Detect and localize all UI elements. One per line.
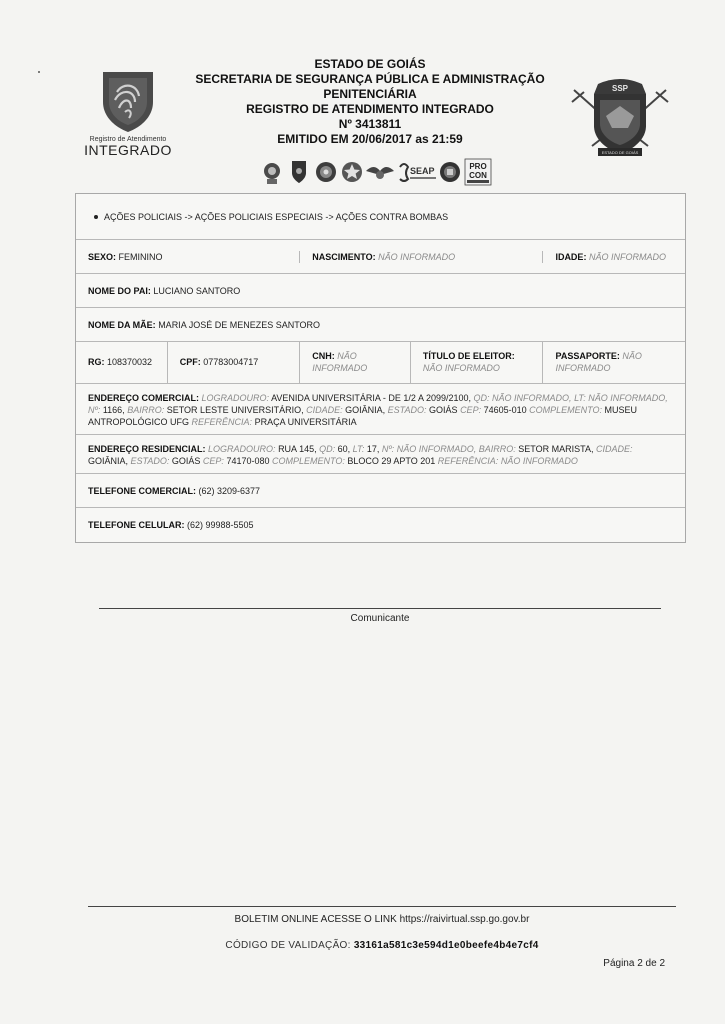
- mother-label: NOME DA MÃE:: [88, 319, 156, 330]
- mobile-phone-label: TELEFONE CELULAR:: [88, 520, 185, 530]
- cpf-cell: [168, 342, 301, 383]
- bullet-icon: [94, 215, 98, 219]
- mother-row: [76, 308, 685, 342]
- category-path: AÇÕES POLICIAIS -> AÇÕES POLICIAIS ESPECIAIS -> AÇÕES CONTRA BOMBAS: [104, 211, 449, 222]
- nascimento-cell: [300, 251, 543, 263]
- mother-value: MARIA JOSÉ DE MENEZES SANTORO: [158, 319, 321, 330]
- sexo-value: FEMININO: [118, 251, 163, 262]
- commercial-complement: MUSEU ANTROPOLÓGICO UFG: [88, 405, 638, 427]
- residential-state: GOIÁS: [171, 456, 201, 466]
- header-state: ESTADO DE GOIÁS: [314, 57, 426, 71]
- commercial-phone-row: [76, 474, 685, 508]
- policia-militar-badge-icon: [292, 161, 306, 183]
- validation-label: CÓDIGO DE VALIDAÇÃO:: [225, 940, 351, 951]
- cnh-value: NÃO INFORMADO: [312, 351, 368, 373]
- cpf-label: CPF:: [179, 357, 201, 367]
- field-key: BAIRRO:: [478, 444, 516, 454]
- nascimento-label: NASCIMENTO:: [312, 251, 376, 262]
- field-key: REFERÊNCIA:: [191, 417, 253, 427]
- residential-number: NÃO INFORMADO,: [396, 444, 477, 454]
- field-key: ESTADO:: [387, 405, 427, 415]
- commercial-cep: 74605-010: [483, 405, 527, 415]
- signature-label: Comunicante: [350, 613, 410, 624]
- wings-badge-icon: [366, 167, 394, 179]
- procon-text-bottom: CON: [469, 171, 487, 180]
- header-secretariat-cont: PENITENCIÁRIA: [323, 87, 417, 101]
- commercial-city: GOIÂNIA,: [345, 405, 386, 415]
- titulo-cell: [411, 342, 544, 383]
- residential-address-row: [76, 435, 685, 474]
- residential-street: RUA 145,: [278, 444, 317, 454]
- commercial-phone-label: TELEFONE COMERCIAL:: [88, 485, 196, 496]
- cpf-value: 07783004717: [203, 357, 259, 367]
- validation-code-line: [88, 940, 676, 951]
- commercial-address-row: [76, 384, 685, 435]
- field-key: LT:: [352, 444, 365, 454]
- residential-city: GOIÂNIA,: [88, 456, 129, 466]
- mobile-phone-value: (62) 99988-5505: [187, 520, 254, 530]
- sexo-label: SEXO:: [88, 251, 117, 262]
- procon-logo-icon: [465, 159, 491, 185]
- demographics-row: [76, 240, 685, 274]
- field-key: BAIRRO:: [127, 405, 165, 415]
- rai-shield-icon: [99, 68, 157, 134]
- commercial-number: 1166,: [102, 405, 125, 415]
- field-key: Nº:: [381, 444, 395, 454]
- residential-reference: NÃO INFORMADO: [500, 456, 578, 466]
- commercial-qd: NÃO INFORMADO,: [492, 393, 572, 403]
- commercial-state: GOIÁS: [429, 405, 458, 415]
- residential-lt: 17,: [366, 444, 380, 454]
- ssp-crest-icon: [570, 72, 670, 167]
- signature-line: [99, 608, 661, 609]
- passaporte-cell: [543, 342, 685, 383]
- header-registry-number: Nº 3413811: [338, 117, 402, 131]
- online-link-text: BOLETIM ONLINE ACESSE O LINK https://raivirtual.ssp.go.gov.br: [234, 914, 530, 925]
- field-key: ESTADO:: [130, 456, 170, 466]
- field-key: CIDADE:: [595, 444, 633, 454]
- emblem-badge-icon: [440, 162, 460, 182]
- father-row: [76, 274, 685, 308]
- header-title-block: [180, 57, 560, 147]
- cnh-label: CNH:: [312, 351, 335, 361]
- idade-cell: [543, 251, 685, 263]
- commercial-lt: NÃO INFORMADO,: [588, 393, 668, 403]
- field-key: Nº:: [88, 405, 101, 415]
- father-label: NOME DO PAI:: [88, 285, 151, 296]
- residential-district: SETOR MARISTA,: [518, 444, 594, 454]
- commercial-street: AVENIDA UNIVERSITÁRIA - DE 1/2 A 2099/2100,: [271, 393, 471, 403]
- field-key: COMPLEMENTO:: [529, 405, 602, 415]
- residential-qd: 60,: [337, 444, 351, 454]
- commercial-phone-value: (62) 3209-6377: [198, 485, 261, 496]
- field-key: LT:: [574, 393, 586, 403]
- passaporte-value: NÃO INFORMADO: [555, 351, 642, 373]
- policia-civil-badge-icon: [264, 163, 280, 184]
- registry-form: [75, 193, 686, 543]
- page-number: Página 2 de 2: [603, 958, 665, 969]
- header-issued-at: EMITIDO EM 20/06/2017 as 21:59: [277, 132, 463, 146]
- seap-logo-icon: [400, 164, 436, 181]
- rg-value: 108370032: [107, 357, 153, 367]
- documents-row: [76, 342, 685, 384]
- procon-text-top: PRO: [469, 162, 487, 171]
- field-key: COMPLEMENTO:: [272, 456, 345, 466]
- rg-cell: [76, 342, 168, 383]
- agency-badges: [262, 157, 502, 187]
- document-header: [0, 0, 725, 190]
- header-secretariat: SECRETARIA DE SEGURANÇA PÚBLICA E ADMINISTRAÇÃO: [195, 72, 545, 86]
- idade-value: NÃO INFORMADO: [588, 251, 666, 262]
- rg-label: RG:: [88, 357, 105, 367]
- field-key: LOGRADOURO:: [201, 393, 270, 403]
- passaporte-label: PASSAPORTE:: [555, 351, 620, 361]
- mobile-phone-row: [76, 508, 685, 542]
- field-key: CEP:: [460, 405, 482, 415]
- field-key: QD:: [319, 444, 336, 454]
- field-key: QD:: [473, 393, 490, 403]
- cnh-cell: [300, 342, 411, 383]
- sexo-cell: [76, 251, 300, 263]
- field-key: LOGRADOURO:: [208, 444, 276, 454]
- residential-cep: 74170-080: [226, 456, 270, 466]
- footer-divider: [88, 906, 676, 907]
- nascimento-value: NÃO INFORMADO: [378, 251, 456, 262]
- commercial-district: SETOR LESTE UNIVERSITÁRIO,: [166, 405, 304, 415]
- rai-integrado-logo: [80, 68, 176, 168]
- field-key: CIDADE:: [306, 405, 343, 415]
- category-row: [76, 194, 685, 240]
- residential-complement: BLOCO 29 APTO 201: [347, 456, 436, 466]
- father-value: LUCIANO SANTORO: [153, 285, 241, 296]
- titulo-label: TÍTULO DE ELEITOR:: [422, 351, 515, 361]
- ssp-crest-text: SSP: [611, 84, 629, 93]
- header-registry-title: REGISTRO DE ATENDIMENTO INTEGRADO: [246, 102, 494, 116]
- star-badge-icon: [342, 162, 362, 182]
- commercial-reference: PRAÇA UNIVERSITÁRIA: [254, 417, 357, 427]
- logo-title: INTEGRADO: [84, 142, 172, 158]
- logo-subtitle: Registro de Atendimento: [89, 136, 167, 143]
- titulo-value: NÃO INFORMADO: [422, 363, 500, 373]
- validation-code: 33161a581c3e594d1e0beefe4b4e7cf4: [353, 940, 539, 951]
- ssp-crest-band: ESTADO DE GOIÁS: [601, 150, 639, 155]
- commercial-address-label: ENDEREÇO COMERCIAL:: [88, 393, 200, 403]
- residential-address-label: ENDEREÇO RESIDENCIAL:: [88, 444, 206, 454]
- idade-label: IDADE:: [555, 251, 587, 262]
- field-key: CEP:: [202, 456, 224, 466]
- seap-text: SEAP: [410, 166, 435, 176]
- bombeiros-badge-icon: [316, 162, 336, 182]
- field-key: REFERÊNCIA:: [437, 456, 499, 466]
- ssp-logo: [570, 72, 670, 167]
